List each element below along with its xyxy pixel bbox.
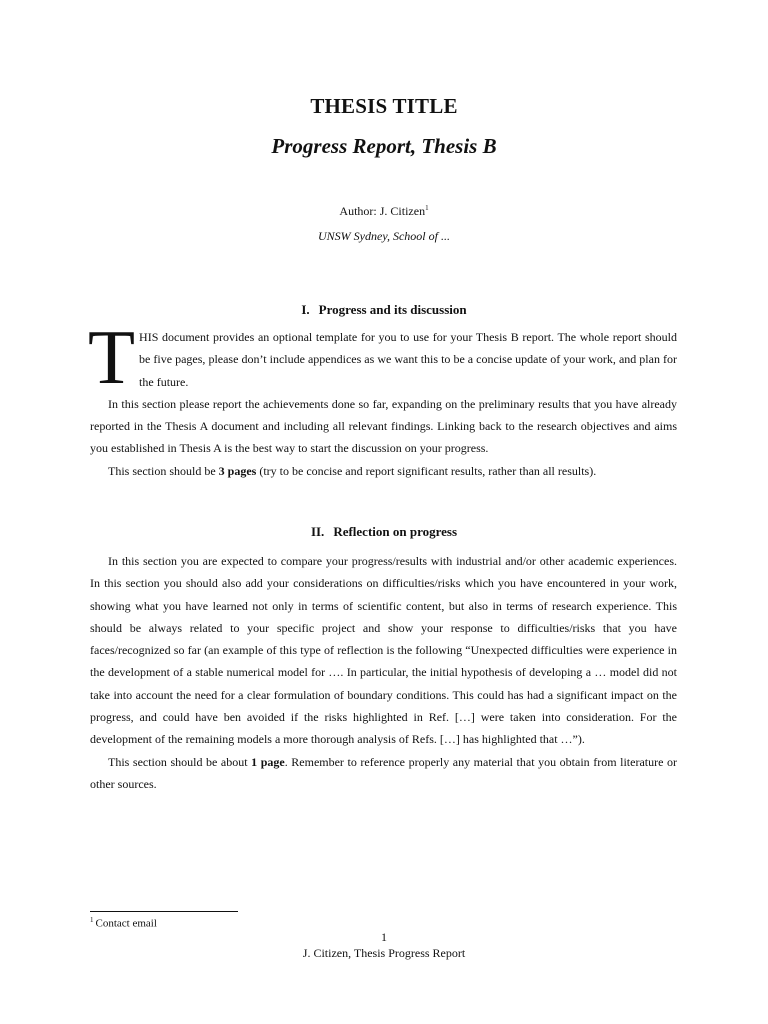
section-title: Reflection on progress xyxy=(333,524,458,539)
paragraph xyxy=(88,314,677,400)
footnote-divider xyxy=(90,911,238,912)
footnote-text: Contact email xyxy=(95,917,157,930)
author-name: Author: J. Citizen xyxy=(339,204,426,218)
paragraph-text: HIS document provides an optional template for you to use for your Thesis B report. The whole report should be five pages, please don’t include appendices as we want this to be a concise update of your work, and plan for the future. xyxy=(139,330,677,389)
paragraph-text: . Remember to reference properly any material that you obtain from literature or other sources. xyxy=(90,754,677,791)
emphasis: 3 pages xyxy=(218,463,257,478)
page-number: 1 xyxy=(381,930,387,944)
report-subtitle: Progress Report, Thesis B xyxy=(271,134,497,158)
section-body-reflection xyxy=(90,550,677,795)
paragraph: In this section you are expected to compare your progress/results with industrial and/or other academic experiences. In this section you should also add your considerations on difficulties/risks which you have encountered in your work, showing what you have learned not only in terms of scientific content, but also in terms of research experience. This should be always related to your specific project and show your response to difficulties/risks that you have faces/recognized so far (an example of this type of reflection is the following “Unexpected difficulties were experience in the development of a stable numerical model for …. In particular, the initial hypothesis of developing a … model did not take into account the need for a clear formulation of boundary conditions. This could has had a significant impact on the progress, and could have ben avoided if the risks highlighted in Ref. […] were taken into consideration. For the development of the remaining models a more thorough analysis of Refs. […] has highlighted that …”). xyxy=(90,554,677,747)
affiliation: UNSW Sydney, School of ... xyxy=(318,229,450,243)
paragraph xyxy=(90,460,677,482)
section-heading-reflection xyxy=(0,524,768,540)
paragraph xyxy=(90,751,677,796)
section-number: I. xyxy=(301,302,310,317)
emphasis: 1 page xyxy=(251,754,285,769)
running-footer: J. Citizen, Thesis Progress Report xyxy=(302,946,466,960)
paragraph-text: This section should be about xyxy=(108,754,252,769)
section-body-progress xyxy=(88,314,677,482)
thesis-title: THESIS TITLE xyxy=(310,94,458,118)
footnote-mark: 1 xyxy=(90,916,94,924)
footnote xyxy=(90,916,157,930)
drop-cap: T xyxy=(88,314,136,400)
section-title: Progress and its discussion xyxy=(318,302,467,317)
author-line xyxy=(0,204,768,219)
section-number: II. xyxy=(310,524,325,539)
paragraph: In this section please report the achievements done so far, expanding on the preliminary results that you have already reported in the Thesis A document and including all relevant findings. Linking back to the research objectives and aims you established in Thesis A is the best way to start the discussion on your progress. xyxy=(90,396,677,456)
paragraph-text: This section should be xyxy=(108,463,219,478)
paragraph-text: (try to be concise and report significant results, rather than all results). xyxy=(256,463,597,478)
footnote-ref: 1 xyxy=(425,204,429,212)
